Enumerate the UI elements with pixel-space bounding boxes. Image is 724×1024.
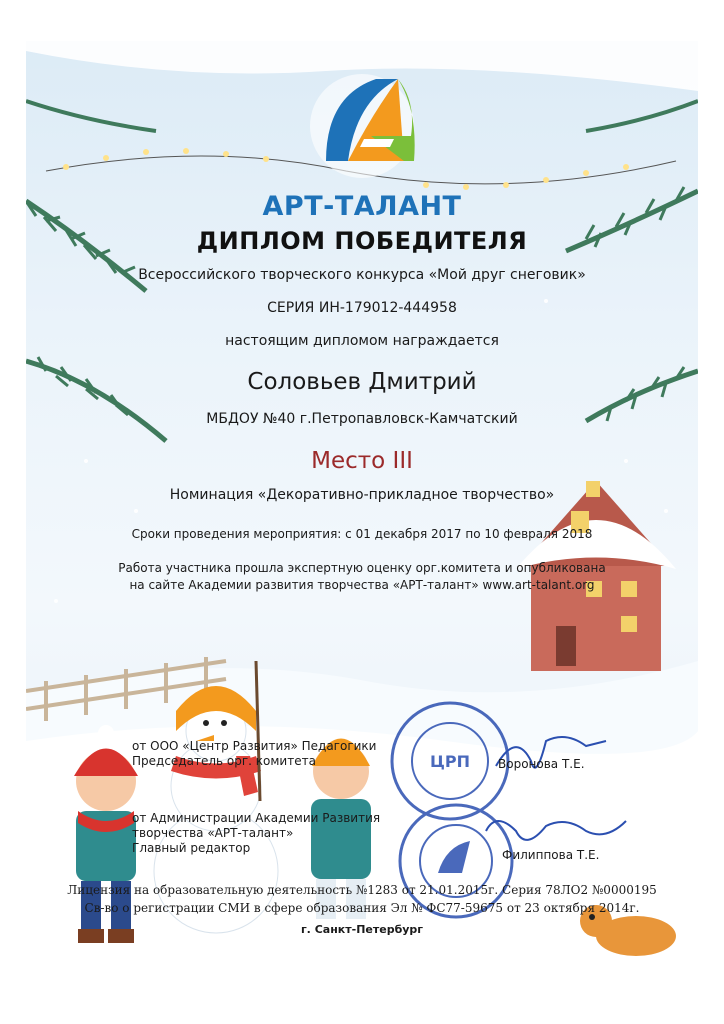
signer-1-org: от ООО «Центр Развития» Педагогики <box>132 739 377 753</box>
awarded-text: настоящим дипломом награждается <box>225 333 499 349</box>
brand-name: АРТ-ТАЛАНТ <box>262 191 462 222</box>
signer-1-name: Воронова Т.Е. <box>498 757 585 771</box>
nomination: Номинация «Декоративно-прикладное творчество» <box>169 487 555 503</box>
signer-2-org-line1: от Администрации Академии Развития <box>132 811 381 825</box>
diploma-card <box>26 41 698 977</box>
place-award: Место III <box>311 448 413 474</box>
review-text-line2: на сайте Академии развития творчества «АРТ-талант» www.art-talant.org <box>129 578 595 592</box>
review-text-line1: Работа участника прошла экспертную оценку орг.комитета и опубликована <box>118 561 606 575</box>
art-talant-logo <box>310 74 415 178</box>
signature-block-2 <box>132 811 380 856</box>
signature-block-1 <box>132 739 376 769</box>
contest-name: Всероссийского творческого конкурса «Мой друг снеговик» <box>138 267 586 283</box>
event-dates: Сроки проведения мероприятия: с 01 декабря 2017 по 10 февраля 2018 <box>131 527 593 541</box>
city-name: г. Санкт-Петербург <box>300 923 424 936</box>
recipient-name: Соловьев Дмитрий <box>247 369 477 395</box>
signer-1-role: Председатель орг. комитета <box>132 754 316 768</box>
signer-2-org-line2: творчества «АРТ-талант» <box>132 826 294 840</box>
diploma-title: ДИПЛОМ ПОБЕДИТЕЛЯ <box>196 227 528 255</box>
signer-2-role: Главный редактор <box>132 841 251 855</box>
series-number: СЕРИЯ ИН-179012-444958 <box>267 300 457 316</box>
snowy-house <box>516 481 676 671</box>
recipient-organization: МБДОУ №40 г.Петропавловск-Камчатский <box>206 411 518 427</box>
signer-2-name: Филиппова Т.Е. <box>502 848 600 862</box>
media-registration: Св-во о регистрации СМИ в сфере образования Эл № ФС77-59675 от 23 октября 2014г. <box>84 901 640 915</box>
license-text: Лицензия на образовательную деятельность №1283 от 21.01.2015г. Серия 78ЛО2 №0000195 <box>67 883 657 897</box>
svg-text:ЦРП: ЦРП <box>430 752 470 771</box>
